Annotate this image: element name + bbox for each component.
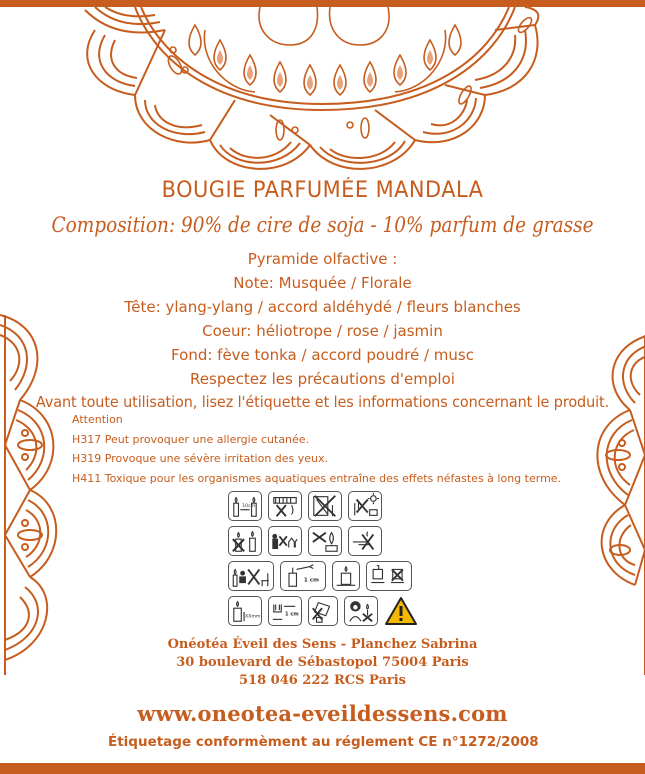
candle-spacing-10cm-icon [228, 491, 262, 521]
no-candle-near-candle-icon [228, 526, 262, 556]
hazard-statements [72, 410, 561, 488]
svg-text:XXmm: XXmm [245, 614, 261, 620]
no-draft-curtain-icon [268, 491, 302, 521]
keep-away-children-icon [344, 596, 378, 626]
company-address: 30 boulevard de Sébastopol 75004 Paris [176, 655, 469, 670]
olfactory-base-notes: Fond: fève tonka / accord poudré / musc [171, 346, 474, 364]
burn-until-xx-mm-icon [228, 596, 262, 626]
hazard-h317: H317 Peut provoquer une allergie cutanée. [72, 432, 310, 446]
pictogram-row-2 [228, 526, 418, 556]
bottom-border-bar [0, 763, 645, 774]
olfactory-head-notes: Tête: ylang-ylang / accord aldéhydé / fleurs blanches [124, 298, 521, 316]
trim-wick-1cm-icon [280, 561, 326, 591]
pictogram-row-4 [228, 596, 418, 626]
no-unattended-icon [268, 526, 302, 556]
no-burn-near-furniture-icon [228, 561, 274, 591]
no-open-window-icon [308, 491, 342, 521]
stable-surface-icon [332, 561, 360, 591]
olfactory-note: Note: Musquée / Florale [233, 274, 412, 292]
olfactory-heading: Pyramide olfactive : [247, 250, 398, 268]
product-title: BOUGIE PARFUMÉE MANDALA [161, 178, 484, 203]
website-link[interactable]: www.oneotea-eveildessens.com [137, 701, 508, 726]
composition-text: Composition: 90% de cire de soja - 10% parfum de grasse [51, 213, 594, 237]
pictogram-row-1 [228, 491, 418, 521]
olfactory-heart-notes: Coeur: héliotrope / rose / jasmin [202, 322, 443, 340]
instructions-text: Avant toute utilisation, lisez l'étiquette et les informations concernant le produit. [35, 393, 610, 411]
warning-triangle-icon [384, 596, 418, 626]
regulation-notice: Étiquetage conformèment au réglement CE n°1272/2008 [108, 734, 539, 750]
company-rcs: 518 046 222 RCS Paris [238, 673, 406, 688]
wick-length-1cm-icon [268, 596, 302, 626]
no-move-lit-candle-icon [366, 561, 412, 591]
no-flame-near-flammable-icon [308, 526, 342, 556]
hazard-signal-word: Attention [72, 413, 123, 426]
mandala-top-decoration [55, 0, 590, 180]
svg-text:1 cm: 1 cm [303, 577, 319, 584]
hazard-h411: H411 Toxique pour les organismes aquatiques entraîne des effets néfastes à long terme. [72, 471, 562, 485]
pictogram-row-3 [228, 561, 418, 591]
svg-text:10cm: 10cm [242, 503, 256, 509]
safety-pictogram-grid [228, 491, 418, 631]
svg-text:1 cm: 1 cm [285, 611, 299, 618]
no-heat-source-icon [348, 491, 382, 521]
precautions-text: Respectez les précautions d'emploi [190, 370, 455, 388]
hazard-h319: H319 Provoque une sévère irritation des yeux. [72, 452, 329, 465]
company-name: Onéotéa Éveil des Sens - Planchez Sabrina [167, 637, 478, 652]
no-touch-hand-icon [348, 526, 382, 556]
no-burn-packaging-icon [308, 596, 338, 626]
